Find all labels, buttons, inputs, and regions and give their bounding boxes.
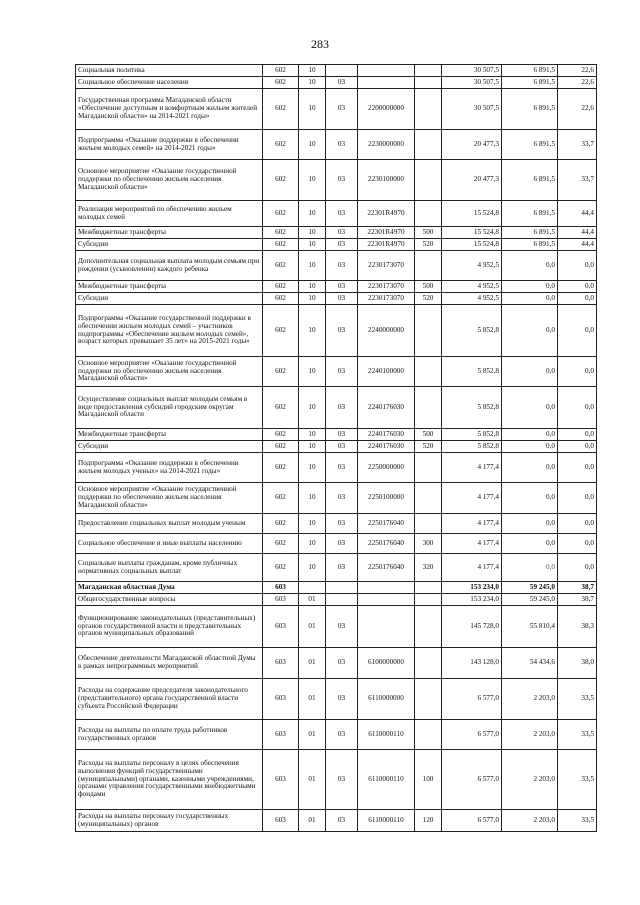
cell-fact: 0,0 [502, 281, 558, 293]
cell-csr: 22301R4970 [358, 239, 415, 251]
cell-pr: 03 [326, 281, 358, 293]
table-row [76, 679, 597, 720]
cell-rz: 10 [299, 239, 326, 251]
cell-csr: 2240000000 [358, 305, 415, 357]
cell-vr: 520 [415, 239, 442, 251]
cell-pr: 03 [326, 648, 358, 679]
cell-vr [415, 201, 442, 227]
cell-vr [415, 305, 442, 357]
cell-rz: 10 [299, 554, 326, 582]
cell-percent: 38,3 [558, 606, 597, 648]
cell-csr: 2250100000 [358, 483, 415, 514]
cell-ved: 602 [263, 77, 299, 89]
cell-name: Расходы на выплаты персоналу в целях обеспечения выполнения функций государственными (муниципальными) органами, казенными учреждениями, органами управления государственными внебюджетными фондами [76, 750, 263, 810]
cell-fact: 54 434,6 [502, 648, 558, 679]
cell-vr: 500 [415, 227, 442, 239]
cell-name: Расходы на выплаты персоналу государственных (муниципальных) органов [76, 810, 263, 832]
cell-ved: 603 [263, 594, 299, 606]
cell-plan: 30 507,5 [442, 77, 502, 89]
cell-rz: 10 [299, 281, 326, 293]
table-row [76, 483, 597, 514]
table-row [76, 810, 597, 832]
table-row [76, 453, 597, 483]
cell-percent: 38,0 [558, 648, 597, 679]
cell-csr: 2230173070 [358, 293, 415, 305]
cell-ved: 602 [263, 281, 299, 293]
cell-name: Осуществление социальных выплат молодым семьям в виде предоставления субсидий городским округам Магаданской области [76, 387, 263, 429]
cell-plan: 4 952,5 [442, 293, 502, 305]
cell-plan: 6 577,0 [442, 810, 502, 832]
cell-plan: 5 852,8 [442, 441, 502, 453]
cell-name: Социальное обеспечение населения [76, 77, 263, 89]
cell-csr: 6110000110 [358, 750, 415, 810]
cell-vr [415, 130, 442, 160]
cell-name: Государственная программа Магаданской области «Обеспечение доступным и комфортным жильем жителей Магаданской области» на 2014-2021 годы» [76, 89, 263, 130]
cell-ved: 603 [263, 648, 299, 679]
cell-ved: 602 [263, 65, 299, 77]
cell-fact: 59 245,0 [502, 594, 558, 606]
cell-rz [299, 582, 326, 594]
cell-name: Субсидии [76, 441, 263, 453]
table-row [76, 429, 597, 441]
table-row [76, 239, 597, 251]
table-row [76, 89, 597, 130]
cell-ved: 603 [263, 720, 299, 750]
cell-csr: 6100000000 [358, 648, 415, 679]
cell-pr: 03 [326, 483, 358, 514]
cell-name: Расходы на выплаты по оплате труда работников государственных органов [76, 720, 263, 750]
cell-percent: 33,7 [558, 160, 597, 201]
cell-ved: 602 [263, 429, 299, 441]
cell-csr: 2250176040 [358, 534, 415, 554]
cell-fact: 0,0 [502, 534, 558, 554]
cell-pr: 03 [326, 534, 358, 554]
cell-rz: 10 [299, 77, 326, 89]
cell-percent: 33,7 [558, 130, 597, 160]
cell-ved: 602 [263, 441, 299, 453]
cell-percent: 0,0 [558, 483, 597, 514]
cell-name: Межбюджетные трансферты [76, 281, 263, 293]
cell-vr: 320 [415, 554, 442, 582]
cell-name: Субсидии [76, 239, 263, 251]
cell-percent: 33,5 [558, 720, 597, 750]
cell-rz: 10 [299, 130, 326, 160]
cell-pr: 03 [326, 160, 358, 201]
cell-csr: 2250176040 [358, 554, 415, 582]
cell-name: Магаданская областная Дума [76, 582, 263, 594]
cell-csr [358, 65, 415, 77]
cell-ved: 602 [263, 554, 299, 582]
table-row [76, 594, 597, 606]
cell-pr: 03 [326, 679, 358, 720]
cell-plan: 4 177,4 [442, 483, 502, 514]
table-row [76, 441, 597, 453]
cell-fact: 6 891,5 [502, 130, 558, 160]
cell-pr: 03 [326, 293, 358, 305]
table-row [76, 534, 597, 554]
cell-vr [415, 720, 442, 750]
cell-plan: 5 852,8 [442, 429, 502, 441]
cell-ved: 602 [263, 453, 299, 483]
cell-plan: 5 852,8 [442, 387, 502, 429]
cell-rz: 10 [299, 441, 326, 453]
cell-fact: 0,0 [502, 514, 558, 534]
table-row [76, 720, 597, 750]
cell-rz: 10 [299, 89, 326, 130]
cell-percent: 38,7 [558, 594, 597, 606]
cell-plan: 4 952,5 [442, 251, 502, 281]
table-row [76, 606, 597, 648]
cell-vr [415, 65, 442, 77]
cell-rz: 10 [299, 293, 326, 305]
cell-plan: 5 852,8 [442, 305, 502, 357]
cell-plan: 153 234,0 [442, 582, 502, 594]
table-row [76, 357, 597, 387]
cell-rz: 10 [299, 483, 326, 514]
cell-rz: 10 [299, 514, 326, 534]
cell-vr [415, 582, 442, 594]
cell-rz: 01 [299, 648, 326, 679]
cell-vr [415, 453, 442, 483]
cell-percent: 22,6 [558, 89, 597, 130]
cell-percent: 0,0 [558, 429, 597, 441]
cell-percent: 44,4 [558, 201, 597, 227]
cell-name: Расходы на содержание председателя законодательного (представительного) органа государственной власти субъекта Российской Федерации [76, 679, 263, 720]
cell-percent: 33,5 [558, 750, 597, 810]
cell-ved: 602 [263, 534, 299, 554]
cell-vr [415, 606, 442, 648]
cell-plan: 4 177,4 [442, 453, 502, 483]
cell-csr: 2240176030 [358, 429, 415, 441]
cell-ved: 602 [263, 305, 299, 357]
table-row [76, 582, 597, 594]
cell-plan: 5 852,8 [442, 357, 502, 387]
cell-percent: 33,5 [558, 810, 597, 832]
cell-ved: 602 [263, 160, 299, 201]
cell-name: Основное мероприятие «Оказание государственной поддержки по обеспечению жильем населения Магаданской области» [76, 483, 263, 514]
cell-name: Основное мероприятие «Оказание государственной поддержки по обеспечению жильем населения Магаданской области» [76, 160, 263, 201]
cell-rz: 10 [299, 227, 326, 239]
cell-percent: 22,6 [558, 65, 597, 77]
cell-plan: 6 577,0 [442, 679, 502, 720]
cell-percent: 0,0 [558, 293, 597, 305]
cell-vr: 520 [415, 441, 442, 453]
cell-pr: 03 [326, 239, 358, 251]
cell-fact: 0,0 [502, 453, 558, 483]
cell-fact: 0,0 [502, 357, 558, 387]
cell-ved: 602 [263, 357, 299, 387]
cell-pr: 03 [326, 77, 358, 89]
cell-name: Функционирование законодательных (представительных) органов государственной власти и представительных органов муниципальных образований [76, 606, 263, 648]
table-row [76, 293, 597, 305]
cell-plan: 30 507,5 [442, 65, 502, 77]
cell-pr: 03 [326, 387, 358, 429]
cell-csr: 2240176030 [358, 387, 415, 429]
cell-ved: 603 [263, 750, 299, 810]
cell-name: Межбюджетные трансферты [76, 227, 263, 239]
cell-name: Реализация мероприятий по обеспечению жильем молодых семей [76, 201, 263, 227]
cell-rz: 01 [299, 606, 326, 648]
table-row [76, 281, 597, 293]
cell-plan: 6 577,0 [442, 720, 502, 750]
cell-vr: 300 [415, 534, 442, 554]
cell-plan: 145 728,0 [442, 606, 502, 648]
cell-csr: 2250176040 [358, 514, 415, 534]
cell-name: Подпрограмма «Оказание поддержки в обеспечении жильем молодых ученых» на 2014-2021 годы» [76, 453, 263, 483]
cell-rz: 10 [299, 305, 326, 357]
cell-plan: 4 177,4 [442, 514, 502, 534]
cell-vr: 500 [415, 281, 442, 293]
cell-plan: 6 577,0 [442, 750, 502, 810]
cell-fact: 0,0 [502, 483, 558, 514]
cell-pr: 03 [326, 810, 358, 832]
cell-vr [415, 160, 442, 201]
cell-pr: 03 [326, 251, 358, 281]
table-row [76, 305, 597, 357]
cell-pr [326, 65, 358, 77]
cell-csr: 6110000000 [358, 679, 415, 720]
cell-csr: 22301R4970 [358, 201, 415, 227]
cell-fact: 0,0 [502, 251, 558, 281]
table-row [76, 201, 597, 227]
cell-percent: 44,4 [558, 239, 597, 251]
cell-csr: 22301R4970 [358, 227, 415, 239]
cell-pr [326, 594, 358, 606]
cell-vr [415, 594, 442, 606]
cell-ved: 603 [263, 582, 299, 594]
cell-percent: 44,4 [558, 227, 597, 239]
cell-name: Предоставление социальных выплат молодым ученым [76, 514, 263, 534]
cell-percent: 38,7 [558, 582, 597, 594]
cell-csr [358, 582, 415, 594]
cell-csr [358, 606, 415, 648]
cell-pr: 03 [326, 227, 358, 239]
cell-ved: 602 [263, 387, 299, 429]
cell-ved: 602 [263, 227, 299, 239]
cell-percent: 0,0 [558, 453, 597, 483]
table-row [76, 77, 597, 89]
table-row [76, 514, 597, 534]
cell-rz: 10 [299, 429, 326, 441]
cell-name: Социальные выплаты гражданам, кроме публичных нормативных социальных выплат [76, 554, 263, 582]
cell-plan: 15 524,8 [442, 227, 502, 239]
cell-vr: 100 [415, 750, 442, 810]
cell-pr [326, 582, 358, 594]
cell-rz: 01 [299, 720, 326, 750]
cell-percent: 0,0 [558, 387, 597, 429]
cell-vr [415, 77, 442, 89]
cell-name: Основное мероприятие «Оказание государственной поддержки по обеспечению жильем населения Магаданской области» [76, 357, 263, 387]
cell-vr [415, 679, 442, 720]
cell-rz: 01 [299, 679, 326, 720]
cell-name: Социальная политика [76, 65, 263, 77]
cell-plan: 4 952,5 [442, 281, 502, 293]
cell-vr [415, 357, 442, 387]
cell-percent: 0,0 [558, 357, 597, 387]
cell-ved: 602 [263, 293, 299, 305]
cell-pr: 03 [326, 305, 358, 357]
cell-fact: 2 203,0 [502, 750, 558, 810]
cell-plan: 20 477,3 [442, 160, 502, 201]
cell-name: Подпрограмма «Оказание поддержки в обеспечении жильем молодых семей» на 2014-2021 годы» [76, 130, 263, 160]
cell-fact: 6 891,5 [502, 160, 558, 201]
cell-csr: 2230173070 [358, 281, 415, 293]
cell-rz: 01 [299, 750, 326, 810]
cell-pr: 03 [326, 357, 358, 387]
cell-ved: 603 [263, 606, 299, 648]
cell-fact: 6 891,5 [502, 201, 558, 227]
cell-percent: 0,0 [558, 554, 597, 582]
cell-fact: 6 891,5 [502, 77, 558, 89]
cell-pr: 03 [326, 201, 358, 227]
cell-name: Субсидии [76, 293, 263, 305]
cell-percent: 0,0 [558, 251, 597, 281]
cell-csr: 2240176030 [358, 441, 415, 453]
cell-plan: 143 128,0 [442, 648, 502, 679]
table-row [76, 387, 597, 429]
cell-pr: 03 [326, 130, 358, 160]
table-row [76, 251, 597, 281]
cell-percent: 33,5 [558, 679, 597, 720]
cell-rz: 10 [299, 160, 326, 201]
cell-fact: 0,0 [502, 554, 558, 582]
cell-name: Дополнительная социальная выплата молодым семьям при рождении (усыновлении) каждого ребенка [76, 251, 263, 281]
cell-name: Межбюджетные трансферты [76, 429, 263, 441]
cell-vr [415, 387, 442, 429]
cell-pr: 03 [326, 429, 358, 441]
cell-rz: 10 [299, 251, 326, 281]
cell-fact: 0,0 [502, 305, 558, 357]
cell-plan: 15 524,8 [442, 201, 502, 227]
cell-plan: 153 234,0 [442, 594, 502, 606]
cell-csr: 6110000110 [358, 720, 415, 750]
table-row [76, 65, 597, 77]
cell-plan: 15 524,8 [442, 239, 502, 251]
cell-pr: 03 [326, 441, 358, 453]
table-row [76, 227, 597, 239]
table-row [76, 648, 597, 679]
cell-name: Общегосударственные вопросы [76, 594, 263, 606]
cell-vr [415, 483, 442, 514]
cell-vr [415, 251, 442, 281]
cell-rz: 01 [299, 810, 326, 832]
page-number: 283 [311, 37, 329, 51]
cell-plan: 4 177,4 [442, 554, 502, 582]
cell-csr: 2230100000 [358, 160, 415, 201]
table-body [76, 65, 597, 832]
cell-ved: 602 [263, 239, 299, 251]
cell-fact: 0,0 [502, 387, 558, 429]
cell-csr [358, 77, 415, 89]
cell-percent: 0,0 [558, 305, 597, 357]
cell-csr: 6110000110 [358, 810, 415, 832]
cell-rz: 01 [299, 594, 326, 606]
cell-vr [415, 89, 442, 130]
cell-plan: 20 477,3 [442, 130, 502, 160]
cell-percent: 0,0 [558, 514, 597, 534]
cell-fact: 6 891,5 [502, 89, 558, 130]
table-row [76, 750, 597, 810]
cell-ved: 603 [263, 810, 299, 832]
cell-vr: 520 [415, 293, 442, 305]
cell-vr: 120 [415, 810, 442, 832]
table-row [76, 554, 597, 582]
cell-fact: 6 891,5 [502, 65, 558, 77]
cell-plan: 30 507,5 [442, 89, 502, 130]
budget-table [75, 64, 597, 832]
cell-fact: 0,0 [502, 441, 558, 453]
cell-pr: 03 [326, 750, 358, 810]
cell-fact: 2 203,0 [502, 810, 558, 832]
cell-name: Социальное обеспечение и иные выплаты населению [76, 534, 263, 554]
cell-name: Подпрограмма «Оказание государственной поддержки в обеспечении жильем молодых семей – участников подпрограммы «Обеспечение жильем молодых семей», возраст которых превышает 35 лет» на 2015-2021 годы» [76, 305, 263, 357]
cell-ved: 602 [263, 514, 299, 534]
cell-pr: 03 [326, 554, 358, 582]
cell-vr: 500 [415, 429, 442, 441]
cell-csr: 2240100000 [358, 357, 415, 387]
cell-csr: 2200000000 [358, 89, 415, 130]
cell-fact: 6 891,5 [502, 239, 558, 251]
cell-percent: 0,0 [558, 281, 597, 293]
cell-rz: 10 [299, 453, 326, 483]
cell-ved: 602 [263, 201, 299, 227]
cell-fact: 55 810,4 [502, 606, 558, 648]
cell-csr: 2230173070 [358, 251, 415, 281]
cell-rz: 10 [299, 65, 326, 77]
cell-ved: 602 [263, 89, 299, 130]
cell-rz: 10 [299, 387, 326, 429]
table-row [76, 130, 597, 160]
cell-pr: 03 [326, 720, 358, 750]
cell-pr: 03 [326, 514, 358, 534]
table-row [76, 160, 597, 201]
cell-csr [358, 594, 415, 606]
cell-rz: 10 [299, 357, 326, 387]
cell-fact: 0,0 [502, 429, 558, 441]
cell-pr: 03 [326, 606, 358, 648]
cell-pr: 03 [326, 453, 358, 483]
cell-pr: 03 [326, 89, 358, 130]
cell-rz: 10 [299, 534, 326, 554]
cell-percent: 0,0 [558, 534, 597, 554]
cell-fact: 6 891,5 [502, 227, 558, 239]
cell-ved: 602 [263, 483, 299, 514]
cell-csr: 2230000000 [358, 130, 415, 160]
cell-csr: 2250000000 [358, 453, 415, 483]
cell-percent: 0,0 [558, 441, 597, 453]
cell-ved: 603 [263, 679, 299, 720]
cell-fact: 2 203,0 [502, 679, 558, 720]
cell-fact: 2 203,0 [502, 720, 558, 750]
cell-ved: 602 [263, 251, 299, 281]
cell-vr [415, 514, 442, 534]
cell-percent: 22,6 [558, 77, 597, 89]
cell-vr [415, 648, 442, 679]
cell-plan: 4 177,4 [442, 534, 502, 554]
cell-rz: 10 [299, 201, 326, 227]
cell-fact: 0,0 [502, 293, 558, 305]
cell-ved: 602 [263, 130, 299, 160]
cell-name: Обеспечение деятельности Магаданской областной Думы в рамках непрограммных мероприятий [76, 648, 263, 679]
cell-fact: 59 245,0 [502, 582, 558, 594]
